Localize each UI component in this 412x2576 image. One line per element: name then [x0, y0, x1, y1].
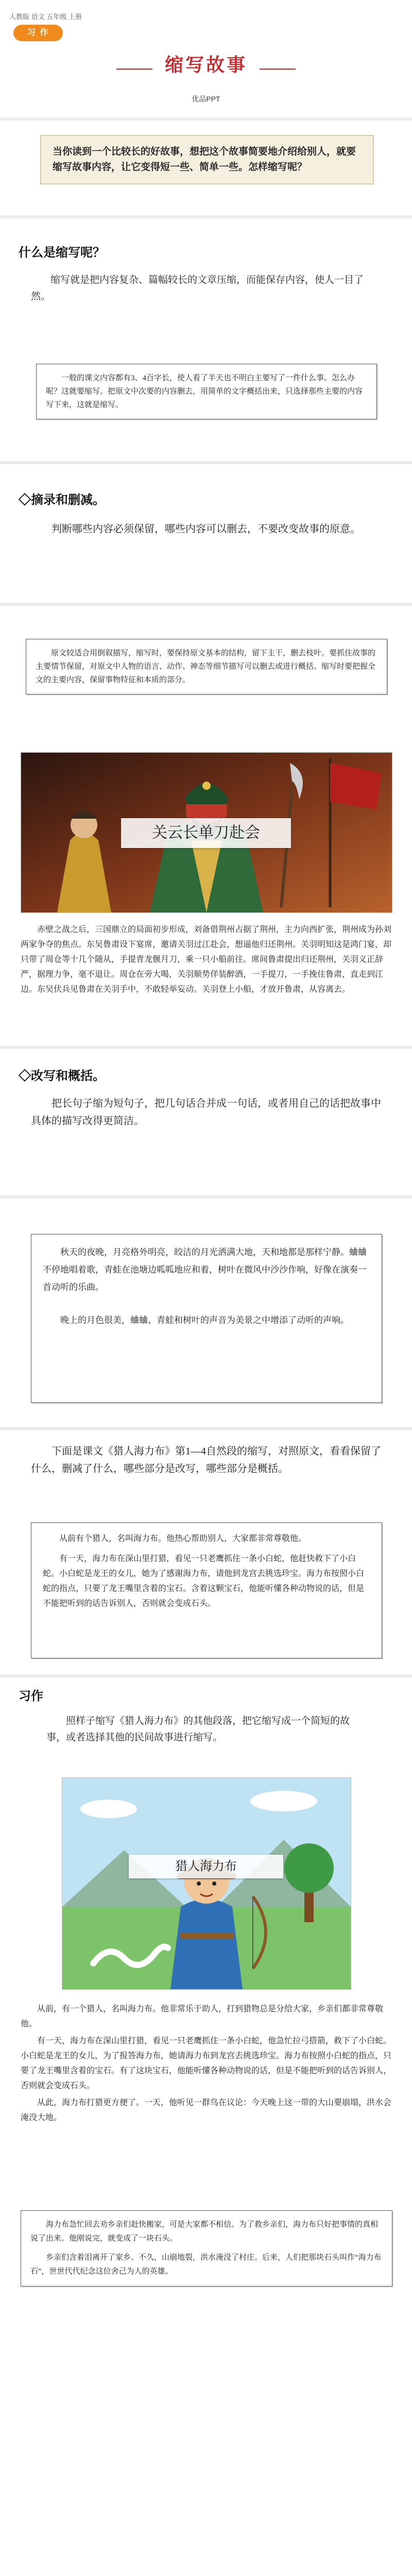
assignment-heading: 习作 [19, 1689, 43, 1703]
slide-divider [0, 215, 412, 218]
subtitle: 优品PPT [192, 95, 220, 103]
hailibu-illustration [62, 1777, 351, 1990]
hailibu-story [21, 2002, 391, 2127]
slide-divider [0, 1195, 412, 1198]
excerpt-note-box: 原文较适合用倒叙描写，缩写时，要保持原文基本的结构，留下主干，删去枝叶。要抓住故事的主要情节保留，对原文中人物的语言、动作、神态等细节描写可以删去或进行概括。缩写时要把握全文的主要内容，保留事物特征和本质的部分。 [26, 639, 387, 694]
guan-yu-story-paragraph: 赤壁之战之后，三国鼎立的局面初步形成，刘备借荆州占据了荆州，主力向西扩张，荆州成为孙刘两家争夺的焦点。东吴鲁肃设下宴席，邀请关羽过江赴会，想逼他归还荆州。关羽明知这是鸿门宴，却只带了周仓等十几个随从，手提青龙偃月刀，乘一只小船前往。席间鲁肃提出归还荆州，关羽义正辞严，据理力争，毫不退让。周仓在旁大喝，关羽顺势佯装醉酒，一手提刀，一手挽住鲁肃，直走到江边。东吴伏兵见鲁肃在关羽手中，不敢轻举妄动。关羽登上小船，才放开鲁肃，从容离去。 [21, 925, 392, 994]
hailibu-summary-paragraph: 从前有个猎人，名叫海力布。他热心帮助别人，大家都非常尊敬他。 [59, 1534, 307, 1543]
rewrite-text: 把长句子缩为短句子，把几句话合并成一句话，或者用自己的话把故事中具体的描写改得更简洁。 [31, 1098, 381, 1127]
course-label: 人教版 语文 五年级 上册 [9, 13, 82, 21]
hailibu-ending-box [21, 2210, 392, 2286]
title-row [0, 50, 412, 77]
hailibu-ending-paragraph: 海力布急忙回去劝乡亲们赶快搬家，可是大家都不相信。为了救乡亲们，海力布只好把事情的真相说了出来。他刚说完，就变成了一块石头。 [30, 2221, 379, 2243]
slide-divider [0, 461, 412, 464]
title-decoration-left [116, 69, 152, 70]
page-title: 缩写故事 [164, 54, 247, 75]
slide-divider [0, 1427, 412, 1430]
cloud [250, 1791, 317, 1811]
slide-divider [0, 117, 412, 121]
cloud [80, 1800, 137, 1818]
rewrite-condensed-paragraph: 晚上的月色很美，蛐蛐、青蛙和树叶的声音为美景之中增添了动听的声响。 [60, 1315, 349, 1325]
intro-box: 当你读到一个比较长的好故事，想把这个故事简要地介绍给别人，就要缩写故事内容，让它变得短一些、简单一些。怎样缩写呢？ [40, 135, 374, 184]
what-is-note-box: 一般的课文内容都有3、4百字长，使人看了半天也不明白主要写了一件什么事。怎么办呢？这就要缩写。把原文中次要的内容删去，用简单的文字概括出来，只选择那些主要的内容写下来，这就是缩写。 [36, 364, 377, 419]
guan-yu-story [21, 922, 391, 999]
hailibu-intro: 下面是课文《猎人海力布》第1—4自然段的缩写，对照原文，看看保留了什么，删减了什么，哪些部分是改写，哪些部分是概括。 [31, 1446, 381, 1475]
slide-divider [0, 1674, 412, 1677]
slide-divider [0, 1046, 412, 1049]
hailibu-story-paragraph: 有一天，海力布在深山里打猎，看见一只老鹰抓住一条小白蛇，他急忙拉弓搭箭，救下了小白蛇。小白蛇是龙王的女儿，为了报答海力布，她请海力布到龙宫去挑选珍宝。海力布按照小白蛇的指点，只要了龙王嘴里含着的宝石。有了这块宝石，他能听懂各种动物说的话，但是不能把听到的话告诉别人，否则就会变成石头。 [21, 2037, 392, 2090]
hailibu-summary-paragraph: 有一天，海力布在深山里打猎，看见一只老鹰抓住一条小白蛇，他赶快救下了小白蛇。小白蛇是龙王的女儿，她为了感谢海力布，请他到龙宫去挑选珍宝。海力布按照小白蛇的指点，只要了龙王嘴里含着的宝石。含着这颗宝石，他能听懂各种动物说的话，但是不能把听到的话告诉别人，否则就会变成石头。 [43, 1554, 365, 1608]
rewrite-heading: ◇改写和概括。 [19, 1069, 105, 1083]
what-is-text: 缩写就是把内容复杂、篇幅较长的文章压缩，而能保存内容，使人一目了然。 [31, 275, 364, 302]
lesson-badge: 习 作 [13, 25, 63, 41]
hailibu-ending-paragraph: 乡亲们含着泪离开了家乡。不久，山崩地裂，洪水淹没了村庄。后来，人们把那块石头叫作“海力布石”，世世代代纪念这位舍己为人的英雄。 [30, 2253, 382, 2276]
title-decoration-right [260, 69, 296, 70]
slide-divider [0, 603, 412, 606]
what-is-heading: 什么是缩写呢？ [19, 246, 105, 260]
excerpt-text: 判断哪些内容必须保留，哪些内容可以删去，不要改变故事的原意。 [52, 523, 360, 535]
hailibu-story-paragraph: 从此，海力布打猎更方便了。一天，他听见一群鸟在议论：今天晚上这一带的大山要崩塌，洪水会淹没大地。 [21, 2098, 392, 2122]
rewrite-original-paragraph: 秋天的夜晚，月亮格外明亮，皎洁的月光洒满大地，天和地都是那样宁静。蛐蛐不停地唱着歌，青蛙在池塘边呱呱地应和着，树叶在微风中沙沙作响，好像在演奏一首动听的乐曲。 [43, 1247, 367, 1292]
hailibu-caption: 猎人海力布 [129, 1855, 283, 1878]
excerpt-heading: ◇摘录和删减。 [19, 493, 105, 507]
guan-yu-caption: 关云长单刀赴会 [121, 818, 291, 848]
hailibu-summary-box [31, 1522, 382, 1658]
assignment-text: 照样子缩写《猎人海力布》的其他段落，把它缩写成一个简短的故事，或者选择其他的民间故事进行缩写。 [46, 1716, 350, 1743]
rewrite-example-box [31, 1234, 382, 1403]
hailibu-story-paragraph: 从前，有一个猎人，名叫海力布。他非常乐于助人，打到猎物总是分给大家，乡亲们都非常尊敬他。 [21, 2005, 384, 2028]
hailibu-illustration-svg [62, 1778, 351, 1989]
